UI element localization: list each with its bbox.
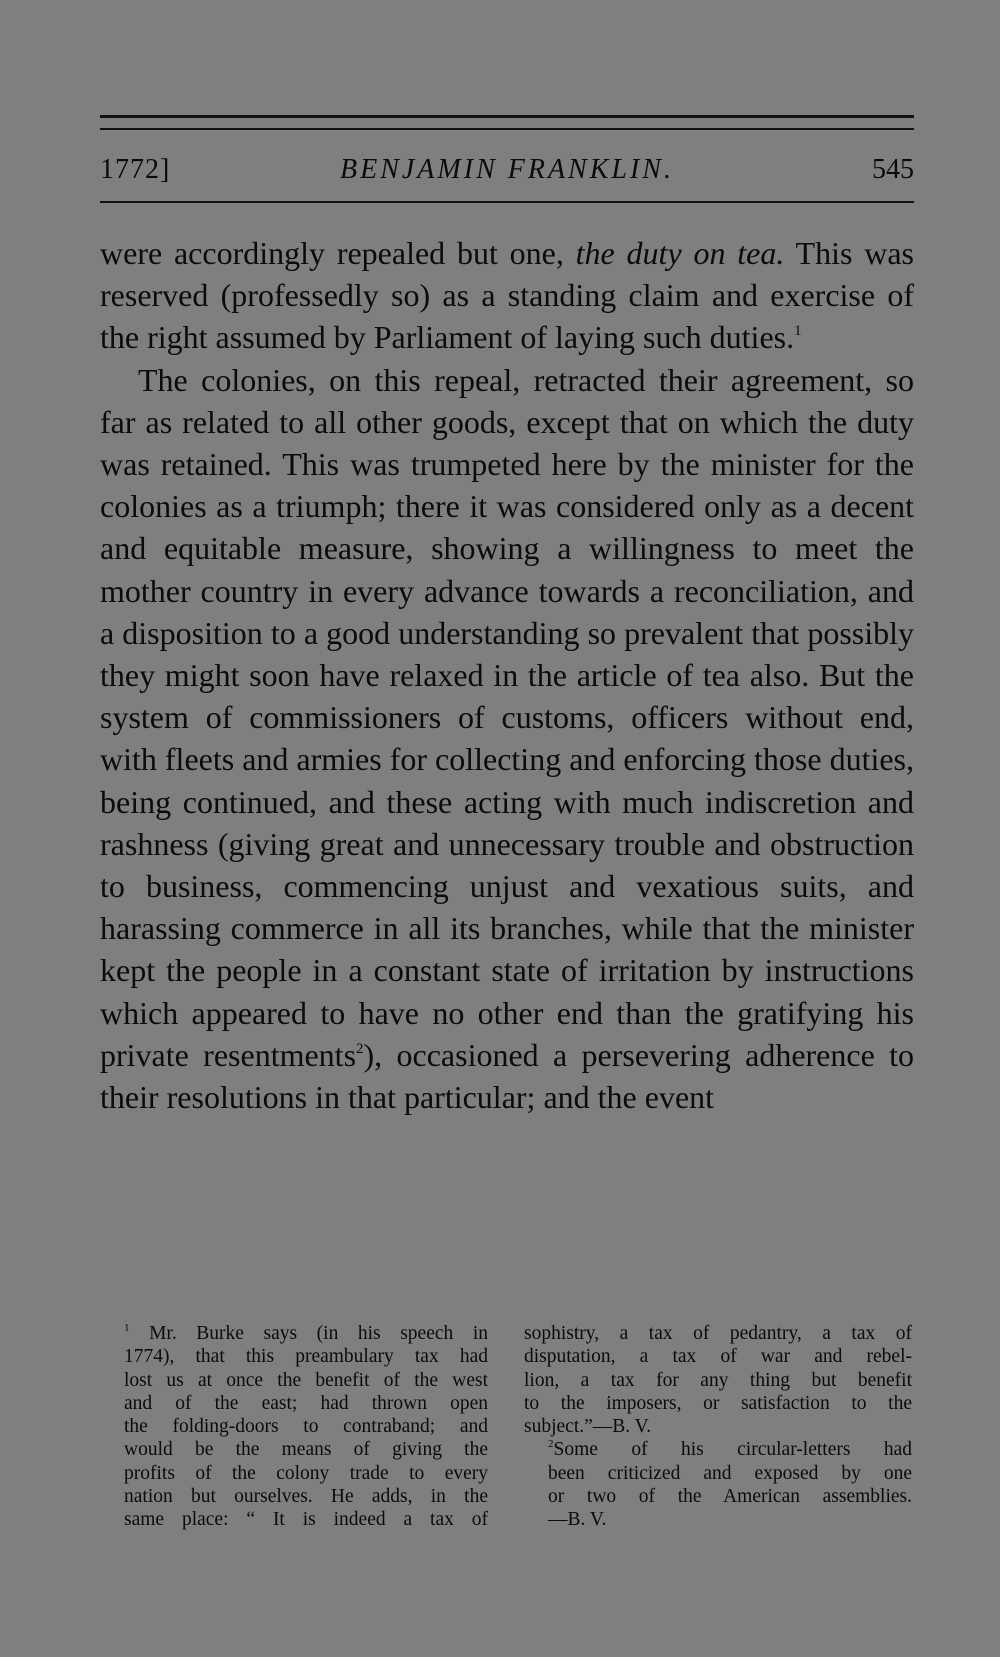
footnote-2-marker: 2 [548, 1438, 554, 1451]
footnotes [100, 1322, 914, 1542]
running-head-year: 1772] [100, 154, 171, 185]
footnote-2-line: $^2$Some of his circular-letters had [548, 1438, 912, 1461]
footnote-column-right [524, 1322, 912, 1532]
footnote-1-line: and of the east; had thrown open [124, 1392, 488, 1414]
running-head-title: BENJAMIN FRANKLIN. [340, 154, 674, 185]
footnote-ref-1: 1 [794, 323, 802, 340]
footnote-1-line: nation but ourselves. He adds, in the [124, 1486, 488, 1508]
footnote-1-line: same place: “ It is indeed a tax of [124, 1509, 488, 1531]
paragraph-1-italic: the duty on tea. [575, 235, 785, 271]
paragraph-2 [100, 359, 914, 1119]
footnote-ref-2: 2 [356, 1040, 364, 1057]
top-rule-double-inner [100, 128, 914, 130]
paragraph-1-text: were accordingly repealed but one, [100, 235, 576, 271]
paragraph-2-text: The colonies, on this repeal, retracted their agreement, so far as related to all other goods, except that on which the duty was retained. This was trumpeted here by the minister for the colonies as a triumph; there it was considered only as a decent and equitable measure, showing a willingness to meet the mother country in every advance towards a reconciliation, and a disposition to a good understanding so prevalent that possibly they might soon have relaxed in the article of tea also. But the system of commissioners of customs, officers without end, with fleets and armies for collecting and enforcing those duties, being continued, and these acting with much indiscretion and rashness (giving great and unnecessary trouble and obstruction to business, commencing unjust and vexatious suits, and harassing commerce in all its branches, while that the minister kept the people in a constant state of irritation by instructions which appeared to have no other end than the gratifying his private resentments [100, 361, 914, 1073]
footnote-2 [524, 1438, 912, 1531]
footnote-2-line: —B. V. [548, 1509, 607, 1531]
paragraph-1-rest: This was reserved (professedly so) as a standing claim and exercise of the right assumed by Parliament of laying such duties. [100, 235, 914, 356]
footnote-1-line: lost us at once the benefit of the west [124, 1369, 488, 1391]
footnote-1-line: to the imposers, or satisfaction to the [524, 1392, 912, 1414]
footnote-1-line: subject.”—B. V. [524, 1416, 652, 1438]
paragraph-2-rest: ), occasioned a persevering adherence to their resolutions in that particular; and the event [100, 1036, 914, 1116]
footnote-1-marker: 1 [124, 1322, 130, 1334]
footnote-1-line: 1774), that this preambulary tax had [124, 1346, 488, 1368]
footnote-1-line: sophistry, a tax of pedantry, a tax of [524, 1323, 912, 1344]
page-number: 545 [872, 154, 914, 185]
paragraph-1 [100, 232, 914, 359]
footnote-1-line: would be the means of giving the [124, 1439, 488, 1461]
footnote-1-continued [524, 1322, 912, 1438]
top-rule-double-outer [100, 115, 914, 118]
footnote-2-line: or two of the American assemblies. [548, 1486, 912, 1508]
main-text [100, 232, 914, 1118]
footnote-1 [100, 1322, 488, 1532]
footnote-1-line: profits of the colony trade to every [124, 1462, 488, 1484]
running-head [100, 150, 914, 190]
footnote-1-line: disputation, a tax of war and rebel- [524, 1346, 912, 1368]
header-rule [100, 201, 914, 203]
footnote-1-line: $^1$ Mr. Burke says (in his speech in [124, 1322, 489, 1344]
footnote-1-line: the folding-doors to contraband; and [124, 1416, 488, 1438]
footnote-column-left [100, 1322, 488, 1532]
footnote-2-line: been criticized and exposed by one [548, 1462, 912, 1484]
footnote-1-line: lion, a tax for any thing but benefit [524, 1369, 912, 1391]
